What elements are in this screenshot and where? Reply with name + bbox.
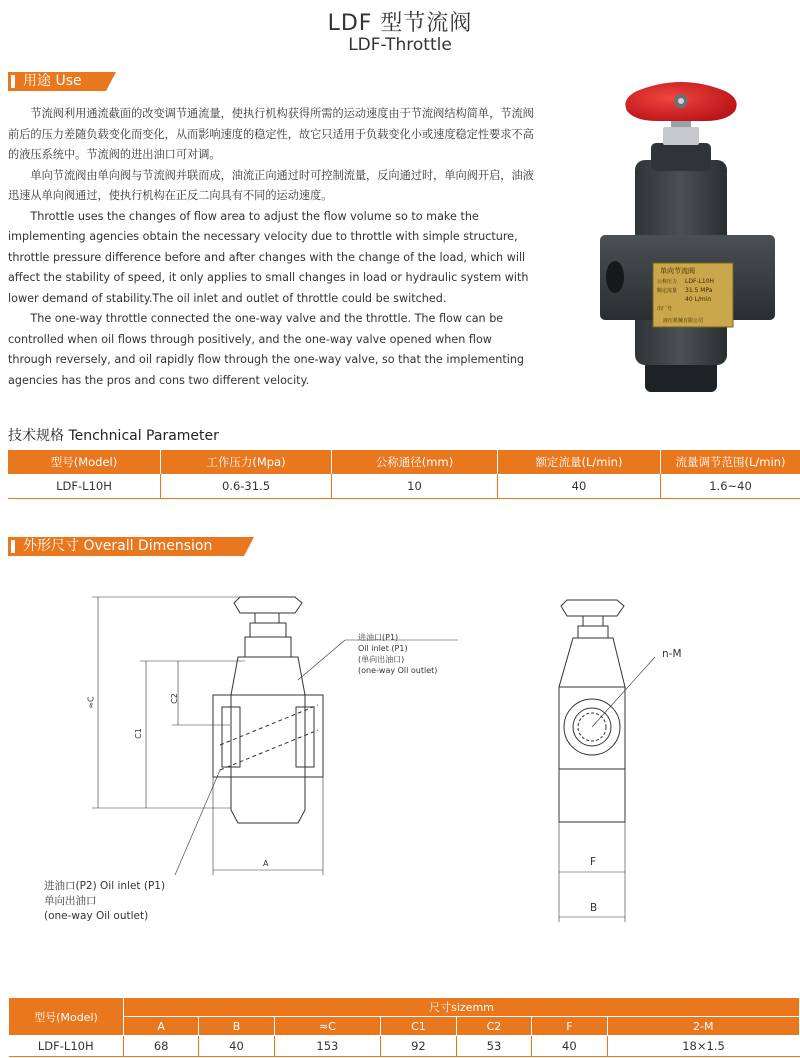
dim-cell-c1: 92 bbox=[381, 1036, 457, 1057]
use-section-heading: 用途 Use bbox=[8, 72, 106, 91]
p1-line-2: Oil inlet (P1) bbox=[358, 644, 408, 653]
p1-line-3: (单向出油口) bbox=[358, 655, 405, 664]
dim-cell-c2: 53 bbox=[456, 1036, 532, 1057]
dim-col-model: 型号(Model) bbox=[9, 998, 124, 1036]
p2-line-1: 进油口(P2) Oil inlet (P1) bbox=[44, 880, 166, 892]
dim-col-b: B bbox=[199, 1017, 274, 1036]
dim-col-c2: C2 bbox=[456, 1017, 532, 1036]
dimension-table bbox=[8, 997, 800, 1057]
tech-cell-pressure: 0.6-31.5 bbox=[161, 474, 332, 499]
dim-cell-2m: 18×1.5 bbox=[607, 1036, 799, 1057]
dim-cell-a: 68 bbox=[124, 1036, 199, 1057]
dim-label-a: A bbox=[263, 859, 269, 868]
dim-label-f: F bbox=[590, 856, 597, 868]
table-row bbox=[8, 474, 800, 499]
dim-cell-c: 153 bbox=[274, 1036, 381, 1057]
dim-cell-model: LDF-L10H bbox=[9, 1036, 124, 1057]
table-row bbox=[9, 1036, 800, 1057]
dim-col-a: A bbox=[124, 1017, 199, 1036]
p2-line-3: (one-way Oil outlet) bbox=[44, 910, 149, 922]
dim-col-c1: C1 bbox=[381, 1017, 457, 1036]
tech-cell-range: 1.6~40 bbox=[661, 474, 800, 499]
nameplate-serial-label: 出厂号 bbox=[657, 306, 673, 312]
hex-nut bbox=[663, 127, 699, 145]
side-view-drawing bbox=[545, 592, 695, 932]
top-collar bbox=[651, 143, 711, 171]
nameplate-pressure-label: 公称压力 bbox=[657, 279, 678, 285]
nameplate-flow-label: 额定流量 bbox=[657, 288, 678, 294]
page-subtitle: LDF-Throttle bbox=[348, 35, 452, 55]
dim-col-c: ≈C bbox=[274, 1017, 381, 1036]
dim-col-2m: 2-M bbox=[607, 1017, 799, 1036]
dim-label-c2: C2 bbox=[169, 693, 179, 704]
dim-header-row-1 bbox=[9, 998, 800, 1017]
tech-col-range: 流量调节范围(L/min) bbox=[661, 450, 800, 474]
tech-col-model: 型号(Model) bbox=[8, 450, 161, 474]
use-paragraph-4: The one-way throttle connected the one-way valve and the throttle. The flow can be controlled when oil flows through positively, and the one-way valve opened when flow through reversely, and oil rapidly flow through the one-way valve, so that the implementing agencies has the pros and cons two different velocity. bbox=[8, 312, 525, 387]
use-paragraph-3: Throttle uses the changes of flow area to adjust the flow volume so to make the implementing agencies obtain the necessary velocity due to throttle with simple structure, throttle pressure difference before and after changes with the change of the load, which will affect the stability of speed, it only applies to small changes in load or hydraulic system with lower demand of stability.The oil inlet and outlet of throttle could be switched. bbox=[8, 209, 529, 305]
dim-label-b: B bbox=[590, 902, 598, 914]
tech-cell-diameter: 10 bbox=[332, 474, 498, 499]
tech-cell-model: LDF-L10H bbox=[8, 474, 161, 499]
use-description bbox=[8, 104, 534, 391]
dim-col-f: F bbox=[532, 1017, 607, 1036]
dim-label-c: ≈C bbox=[86, 696, 96, 709]
tech-header-row bbox=[8, 450, 800, 474]
tech-table bbox=[8, 450, 800, 499]
use-paragraph-2: 单向节流阀由单向阀与节流阀并联而成，油流正向通过时可控制流量，反向通过时，单向阀开启，油液迅速从单向阀通过，使执行机构在正反二向具有不同的运动速度。 bbox=[8, 168, 534, 202]
dim-cell-f: 40 bbox=[532, 1036, 607, 1057]
tech-heading: 技术规格 Tenchnical Parameter bbox=[8, 428, 219, 444]
product-photo bbox=[585, 75, 790, 405]
page-title: LDF 型节流阀 bbox=[327, 11, 473, 36]
dim-group-header: 尺寸sizemm bbox=[124, 998, 800, 1017]
tech-col-diameter: 公称通径(mm) bbox=[332, 450, 498, 474]
nameplate-flow: 40 L/min bbox=[685, 296, 712, 303]
nameplate-maker: 液压机械有限公司 bbox=[663, 318, 704, 324]
dim-cell-b: 40 bbox=[199, 1036, 274, 1057]
p1-line-4: (one-way Oil outlet) bbox=[358, 666, 438, 675]
tech-col-flow: 额定流量(L/min) bbox=[498, 450, 661, 474]
nameplate-title: 单向节流阀 bbox=[660, 267, 695, 275]
dim-label-nm: n-M bbox=[662, 648, 682, 660]
tech-col-pressure: 工作压力(Mpa) bbox=[161, 450, 332, 474]
p2-line-2: 单向出油口 bbox=[44, 895, 97, 907]
dim-label-c1: C1 bbox=[133, 728, 143, 739]
use-paragraph-1: 节流阀利用通流截面的改变调节通流量，使执行机构获得所需的运动速度由于节流阀结构简单，节流阀前后的压力差随负载变化而变化，从而影响速度的稳定性，故它只适用于负载变化小或速度稳定性要求不高的液压系统中。节流阀的进出油口可对调。 bbox=[8, 107, 534, 161]
nameplate-pressure: 31.5 MPa bbox=[685, 287, 713, 294]
nameplate-model: LDF-L10H bbox=[685, 278, 715, 285]
dim-header-row-2 bbox=[9, 1017, 800, 1036]
p1-line-1: 进油口(P1) bbox=[358, 633, 399, 642]
dimension-section-heading: 外形尺寸 Overall Dimension bbox=[8, 537, 244, 556]
port-hole-icon bbox=[606, 261, 624, 293]
tech-cell-flow: 40 bbox=[498, 474, 661, 499]
